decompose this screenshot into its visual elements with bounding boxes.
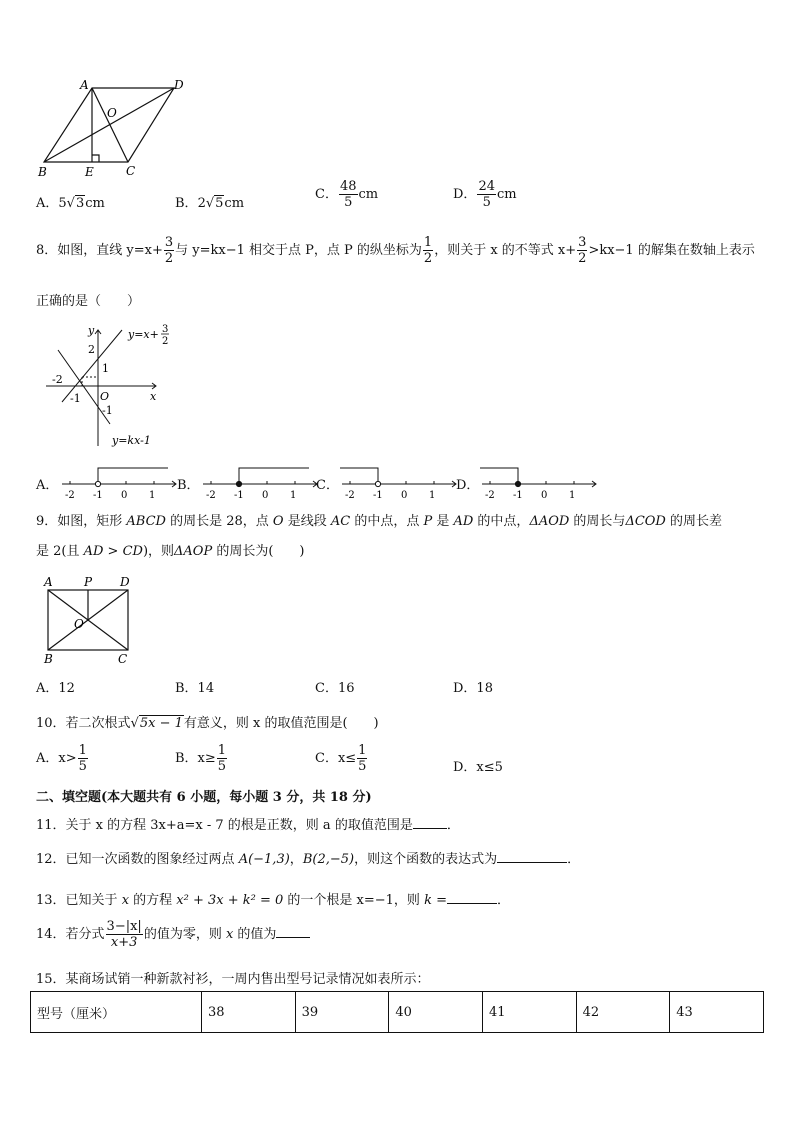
q9-option-b[interactable]: B．14 [175, 681, 215, 696]
q7-label-a: A [80, 78, 89, 92]
q7-option-d[interactable]: D． $\frac{24}{5}$ cm [453, 179, 517, 210]
q9-label-a: A [44, 575, 53, 589]
tick-label: 1 [569, 490, 576, 500]
q12-answer-blank[interactable] [497, 849, 567, 863]
q8-tick-m1x: -1 [70, 392, 81, 405]
q14-question: 14．若分式 $\frac{3-|x|}{x+3}$ 的值为零，则 x 的值为 [36, 920, 310, 949]
q8-tick-m2: -2 [52, 373, 63, 386]
q7-label-e: E [85, 165, 94, 179]
q7-option-b[interactable]: B．2√5cm [175, 196, 245, 211]
tick-label: 0 [541, 490, 548, 500]
q7-label-d: D [174, 78, 184, 92]
q9-rectangle-figure [40, 572, 140, 666]
q8-tick-2: 2 [88, 343, 95, 356]
tick-label: 0 [401, 490, 408, 500]
number-line [60, 462, 180, 500]
q9-label-o: O [74, 617, 84, 631]
q8-line2-label: y=kx-1 [112, 434, 151, 447]
q9-label-d: D [120, 575, 130, 589]
q9-option-a[interactable]: A．12 [36, 681, 75, 696]
q8-line1-num: 3 [162, 324, 169, 335]
q8-origin-label: O [100, 390, 110, 403]
q7-label-o: O [107, 106, 117, 120]
q10-option-a[interactable]: A．x> $\frac{1}{5}$ [36, 743, 87, 774]
q8-question-line2: 正确的是（ ） [36, 294, 141, 309]
table-cell: 39 [295, 992, 389, 1033]
q10-option-b[interactable]: B．x≥ $\frac{1}{5}$ [175, 743, 227, 774]
tick-label: -2 [485, 490, 495, 500]
q7-option-a[interactable]: A．5√3cm [36, 196, 105, 211]
q9-label-b: B [44, 652, 53, 666]
q9-option-c[interactable]: C．16 [315, 681, 355, 696]
tick-label: -1 [373, 490, 383, 500]
q8-question: 8．如图，直线 y=x+ $\frac{3}{2}$ 与 y=kx−1 相交于点 P，点 P 的纵坐标为 $\frac{1}{2}$ ，则关于 x 的不等式 x+ $\frac{3}{2}$ >kx−1 的解集在数轴上表示 [36, 235, 755, 266]
q10-option-d[interactable]: D．x≤5 [453, 760, 503, 775]
tick-label: -2 [345, 490, 355, 500]
table-row [31, 992, 764, 1033]
table-cell: 40 [389, 992, 483, 1033]
q8-y-axis-label: y [88, 324, 95, 337]
tick-label: 0 [262, 490, 269, 500]
tick-label: -2 [206, 490, 216, 500]
q7-label-b: B [38, 165, 47, 179]
q9-question: 9．如图，矩形 ABCD 的周长是 28，点 O 是线段 AC 的中点，点 P 是 AD 的中点，ΔAOD 的周长与ΔCOD 的周长差 [36, 514, 722, 529]
q15-size-table [30, 991, 764, 1033]
table-cell: 42 [576, 992, 670, 1033]
q10-question: 10．若二次根式√5x − 1有意义，则 x 的取值范围是( ) [36, 716, 379, 731]
q7-option-c[interactable]: C． $\frac{48}{5}$ cm [315, 179, 379, 210]
q9-label-p: P [84, 575, 93, 589]
q8-line1-den: 2 [162, 336, 169, 347]
tick-label: -1 [513, 490, 523, 500]
number-line [480, 462, 600, 500]
endpoint-dot [375, 481, 380, 486]
tick-label: 0 [121, 490, 128, 500]
tick-label: -2 [65, 490, 75, 500]
q10-option-c[interactable]: C．x≤ $\frac{1}{5}$ [315, 743, 367, 774]
q15-question: 15．某商场试销一种新款衬衫，一周内售出型号记录情况如表所示： [36, 972, 430, 987]
q8-x-axis-label: x [150, 390, 157, 403]
tick-label: -1 [234, 490, 244, 500]
q8-tick-1: 1 [102, 362, 109, 375]
q13-answer-blank[interactable] [447, 890, 497, 904]
tick-label: 1 [429, 490, 436, 500]
q9-label-c: C [118, 652, 128, 666]
q11-question: 11．关于 x 的方程 3x+a=x - 7 的根是正数，则 a 的取值范围是 ． [36, 814, 460, 833]
tick-label: 1 [290, 490, 297, 500]
endpoint-dot [515, 481, 520, 486]
section-2-heading: 二、填空题(本大题共有 6 小题，每小题 3 分，共 18 分) [36, 790, 372, 805]
q8-tick-m1y: -1 [102, 404, 113, 417]
q7-parallelogram-figure [34, 76, 194, 180]
q7-label-c: C [126, 164, 136, 178]
table-cell: 43 [670, 992, 764, 1033]
table-cell: 38 [202, 992, 296, 1033]
tick-label: 1 [149, 490, 156, 500]
tick-label: -1 [93, 490, 103, 500]
q9-question-line2: 是 2(且 AD > CD)，则ΔAOP 的周长为( ) [36, 544, 305, 559]
endpoint-dot [95, 481, 100, 486]
table-cell: 41 [482, 992, 576, 1033]
q12-question: 12．已知一次函数的图象经过两点 A(−1,3)，B(2,−5)，则这个函数的表达式为 ． [36, 848, 580, 867]
table-cell-header: 型号（厘米） [31, 992, 202, 1033]
endpoint-dot [236, 481, 241, 486]
q14-answer-blank[interactable] [276, 924, 310, 938]
q8-line1-label: y=x+ [128, 328, 159, 341]
q9-option-d[interactable]: D．18 [453, 681, 493, 696]
number-line [201, 462, 321, 500]
q13-question: 13．已知关于 x 的方程 x² + 3x + k² = 0 的一个根是 x=−1，则 k = ． [36, 889, 510, 908]
q11-answer-blank[interactable] [413, 815, 447, 829]
q8-coordinate-graph [42, 320, 178, 450]
number-line [340, 462, 460, 500]
